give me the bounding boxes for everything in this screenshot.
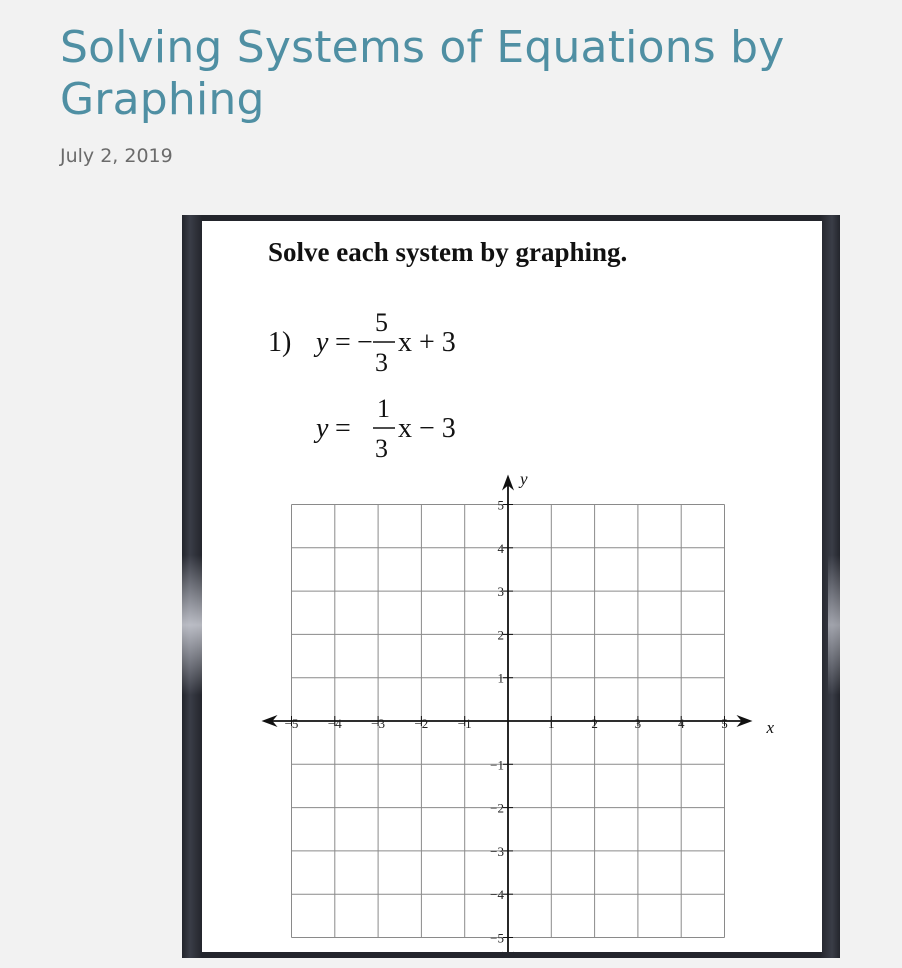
equation-2-numerator: 1 <box>377 394 390 423</box>
x-tick-label: 5 <box>721 716 728 731</box>
x-tick-label: −1 <box>457 716 472 731</box>
equation-1 <box>313 308 456 377</box>
x-tick-label: −3 <box>371 716 386 731</box>
y-tick-label: −2 <box>490 800 504 816</box>
y-tick-label: −4 <box>490 887 504 903</box>
y-axis-label: y <box>520 469 528 489</box>
x-tick-label: −4 <box>327 716 342 731</box>
equation-2 <box>313 394 456 463</box>
y-tick-label: 2 <box>497 627 504 643</box>
equation-1-numerator: 5 <box>375 308 388 337</box>
equation-1-sign: − <box>357 327 373 358</box>
y-tick-label: 5 <box>497 497 504 513</box>
worksheet-svg <box>202 221 822 952</box>
equation-1-lhs: y <box>316 327 329 358</box>
post-date: July 2, 2019 <box>60 145 173 167</box>
y-tick-label: 3 <box>497 584 504 600</box>
coordinate-grid <box>262 470 775 953</box>
x-tick-label: −2 <box>414 716 429 731</box>
x-tick-label: 2 <box>591 716 598 731</box>
equation-2-denominator: 3 <box>375 434 388 463</box>
x-tick-label: 3 <box>634 716 642 731</box>
worksheet-heading: Solve each system by graphing. <box>268 237 628 267</box>
equation-2-lhs: y <box>316 413 329 444</box>
equals-sign: = <box>335 413 351 444</box>
worksheet-sheet <box>202 221 822 952</box>
worksheet-image <box>182 215 840 958</box>
equation-2-tail: x − 3 <box>398 413 456 444</box>
equation-1-tail: x + 3 <box>398 327 456 358</box>
y-tick-label: −5 <box>490 930 504 946</box>
x-tick-label: 1 <box>548 716 555 731</box>
x-tick-label: −5 <box>284 716 299 731</box>
y-tick-label: −1 <box>490 757 504 773</box>
equals-sign: = <box>335 327 351 358</box>
x-tick-label: 4 <box>677 716 685 731</box>
x-axis-label: x <box>766 718 775 737</box>
y-tick-label: 1 <box>497 670 504 686</box>
equation-1-denominator: 3 <box>375 348 388 377</box>
post-title: Solving Systems of Equations by Graphing <box>60 22 785 125</box>
y-tick-label: −3 <box>490 843 504 859</box>
y-tick-label: 4 <box>497 540 504 556</box>
problem-number: 1) <box>268 327 292 358</box>
